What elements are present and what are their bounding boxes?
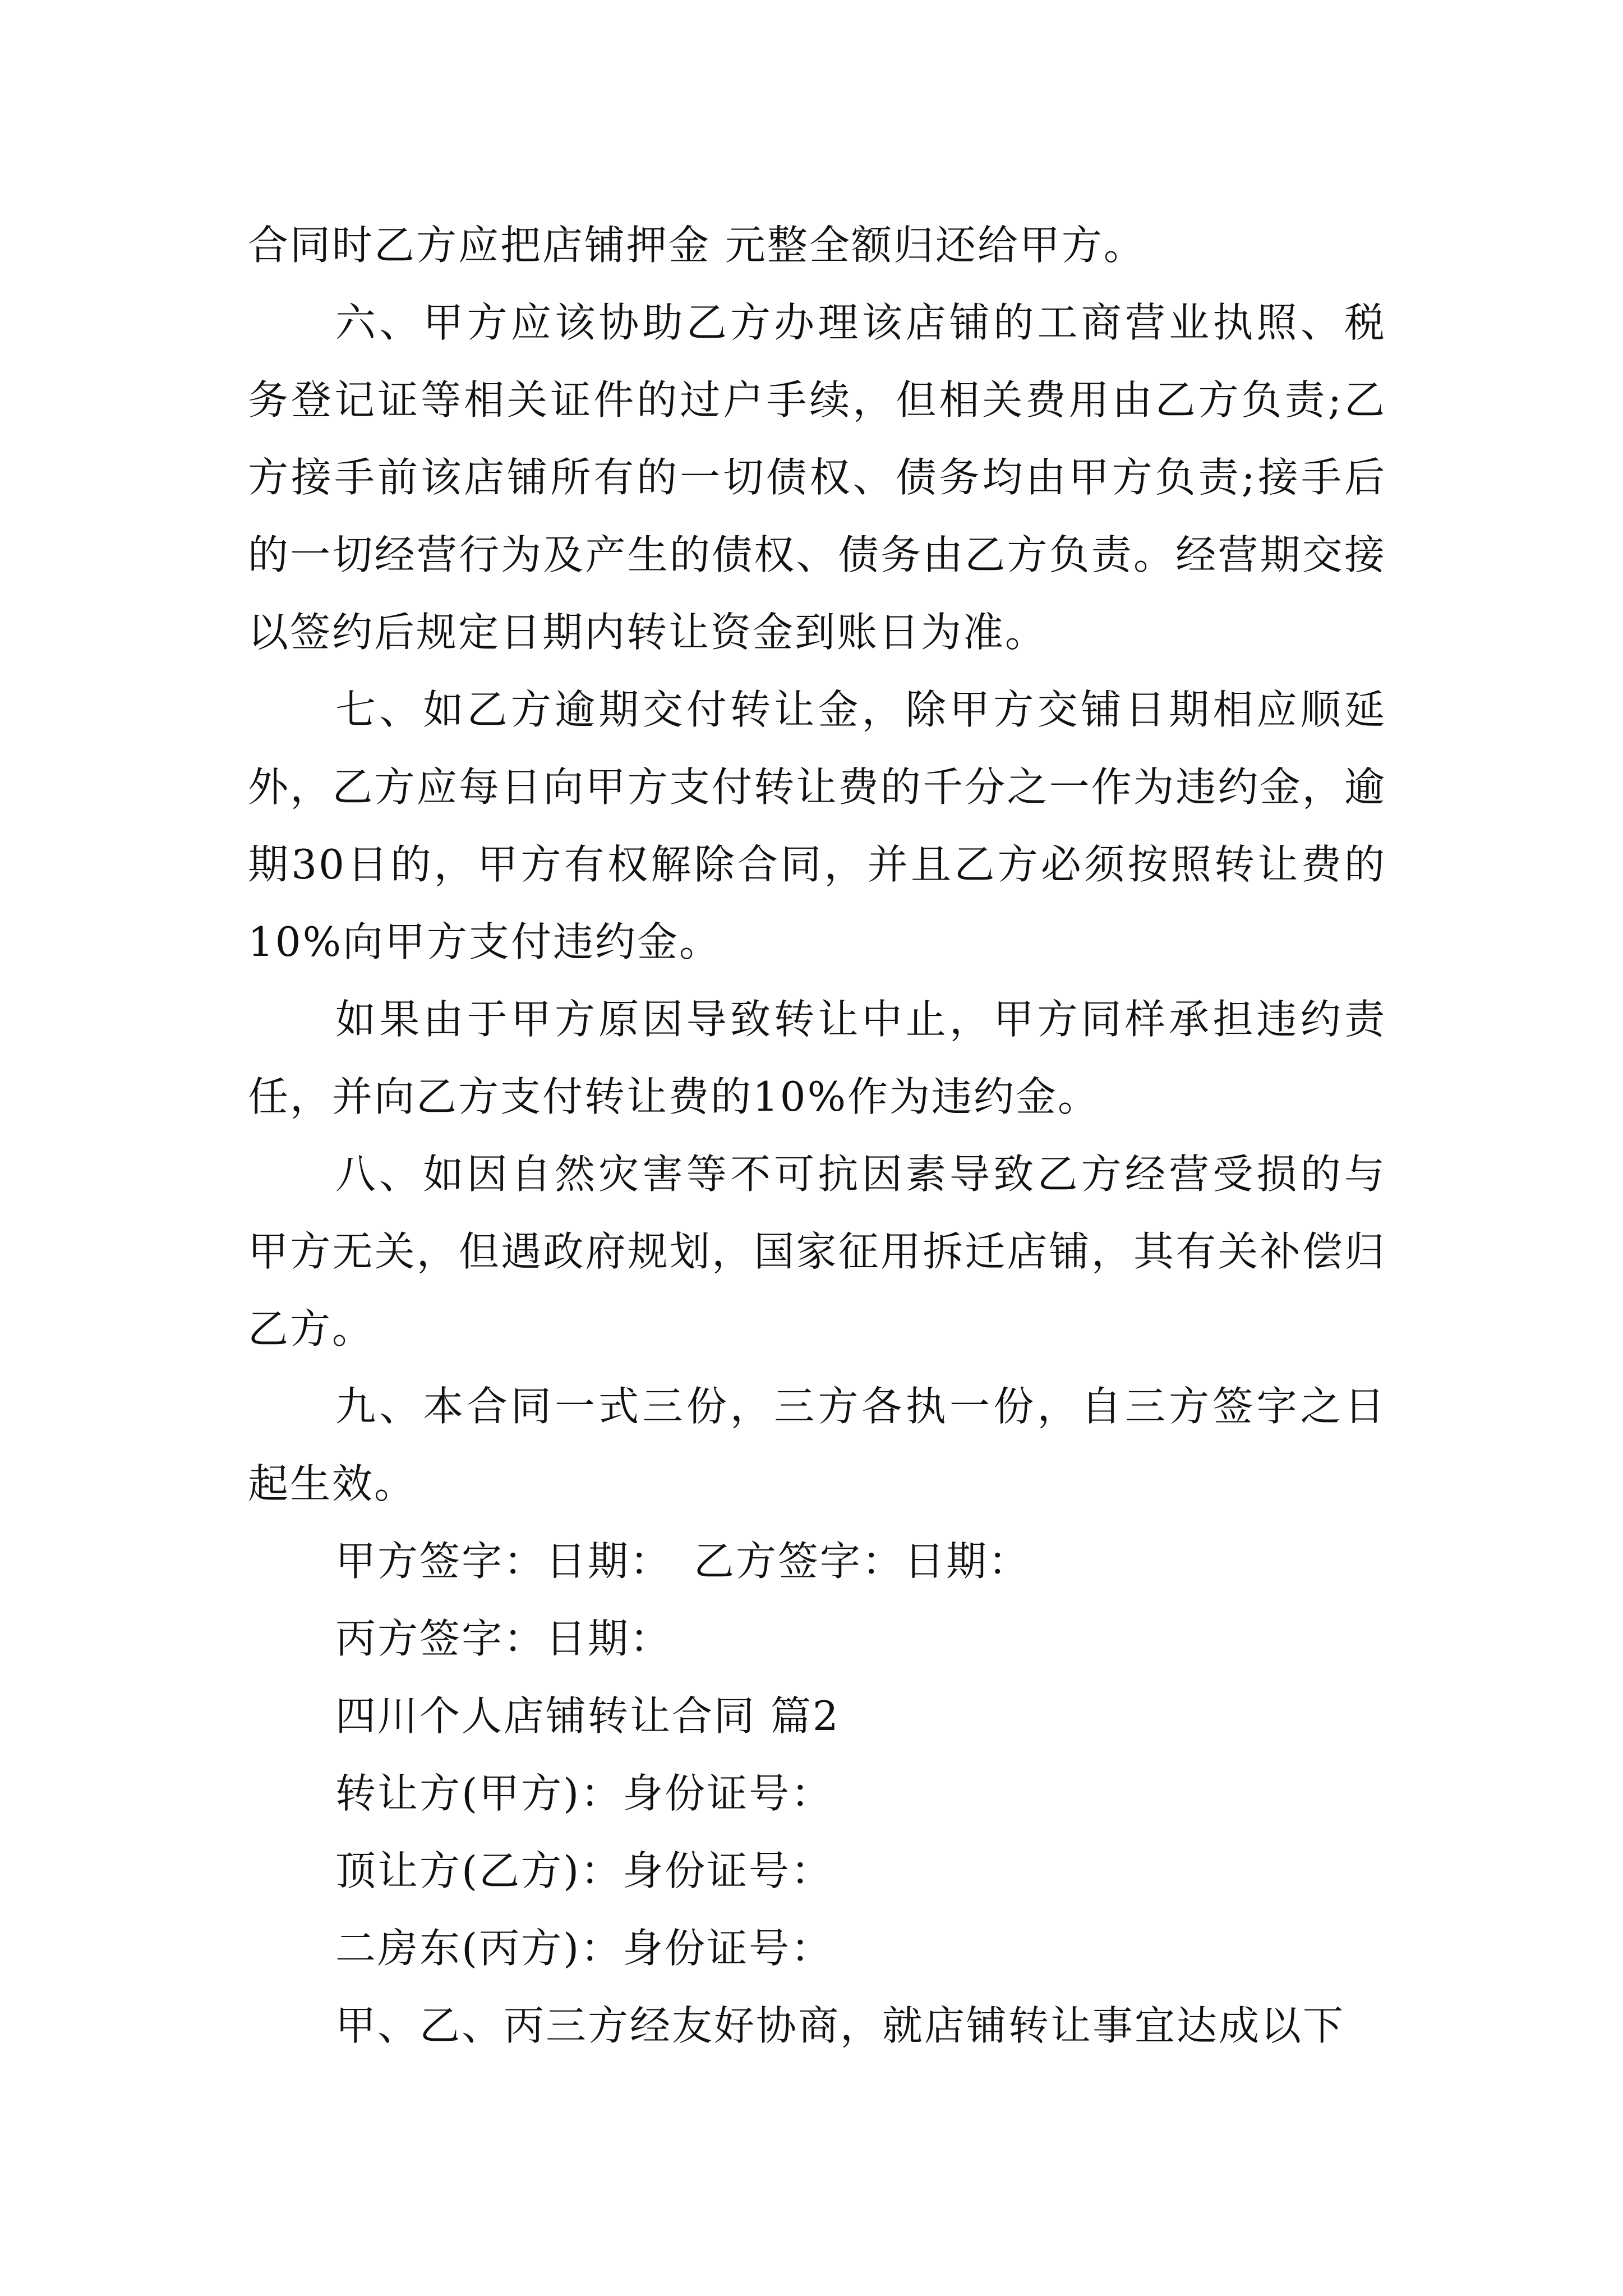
paragraph-party-a-breach: 如果由于甲方原因导致转让中止，甲方同样承担违约责任，并向乙方支付转让费的10%作为违约金。 bbox=[248, 996, 1386, 1120]
party-a-line: 转让方(甲方)：身份证号： bbox=[335, 1770, 833, 1817]
paragraph-clause-nine: 九、本合同一式三份，三方各执一份，自三方签字之日起生效。 bbox=[248, 1383, 1386, 1507]
paragraph-clause-eight: 八、如因自然灾害等不可抗因素导致乙方经营受损的与甲方无关，但遇政府规划，国家征用拆迁店铺，其有关补偿归乙方。 bbox=[248, 1151, 1386, 1352]
paragraph-clause-seven: 七、如乙方逾期交付转让金，除甲方交铺日期相应顺延外，乙方应每日向甲方支付转让费的千分之一作为违约金，逾期30日的，甲方有权解除合同，并且乙方必须按照转让费的10%向甲方支付违约金。 bbox=[248, 686, 1386, 965]
party-b-line: 顶让方(乙方)：身份证号： bbox=[335, 1847, 833, 1894]
paragraph-agreement-intro: 甲、乙、丙三方经友好协商，就店铺转让事宜达成以下 bbox=[335, 2002, 1345, 2049]
paragraph-clause-six: 六、甲方应该协助乙方办理该店铺的工商营业执照、税务登记证等相关证件的过户手续，但相关费用由乙方负责;乙方接手前该店铺所有的一切债权、债务均由甲方负责;接手后的一切经营行为及产生的债权、债务由乙方负责。经营期交接以签约后规定日期内转让资金到账日为准。 bbox=[248, 299, 1386, 656]
party-c-line: 二房东(丙方)：身份证号： bbox=[335, 1925, 833, 1972]
section-title: 四川个人店铺转让合同 篇2 bbox=[335, 1692, 840, 1740]
signature-line-c: 丙方签字：日期： bbox=[335, 1615, 672, 1662]
document-body bbox=[248, 206, 1386, 2064]
signature-line-a-b: 甲方签字：日期： 乙方签字：日期： bbox=[335, 1538, 1031, 1585]
paragraph-deposit-return: 合同时乙方应把店铺押金 元整全额归还给甲方。 bbox=[248, 222, 1146, 269]
